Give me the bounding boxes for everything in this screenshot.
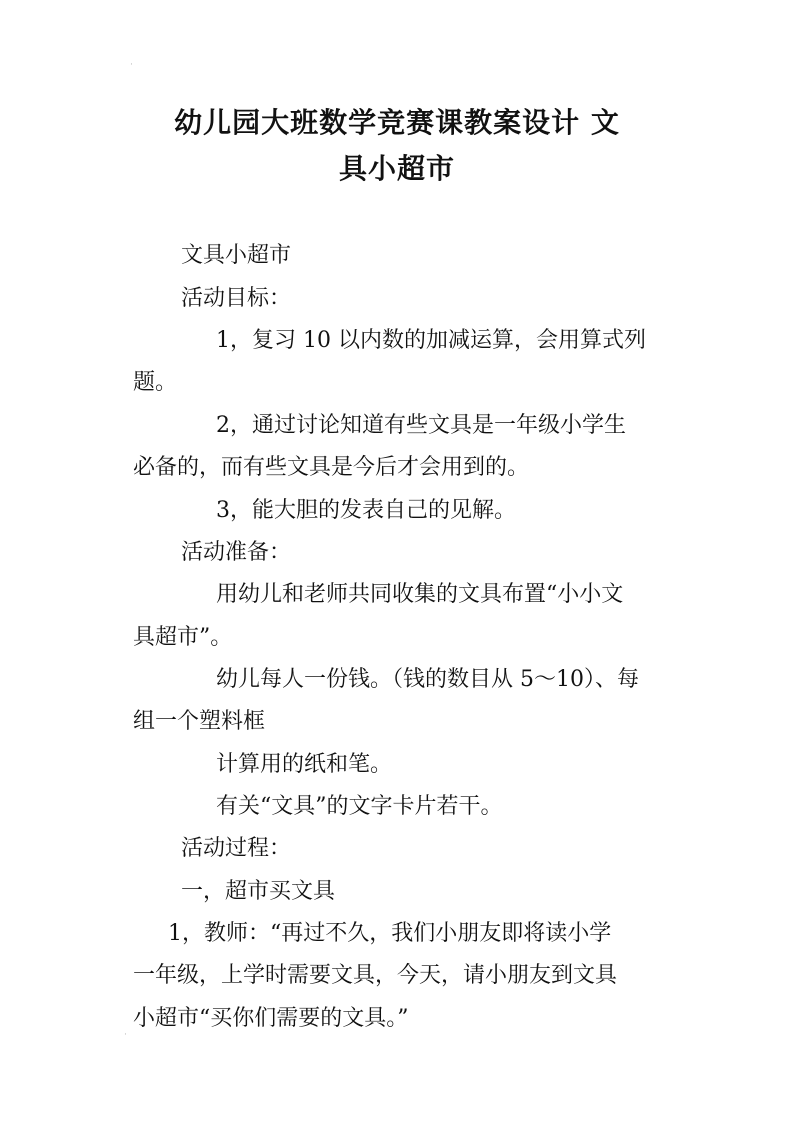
goal-3: 3，能大胆的发表自己的见解。 xyxy=(216,498,516,523)
title-line-1: 幼儿园大班数学竞赛课教案设计 文 xyxy=(174,106,620,139)
preparation-4: 有关“文具”的文字卡片若干。 xyxy=(216,794,503,819)
goal-2-line-1: 2，通过讨论知道有些文具是一年级小学生 xyxy=(216,413,626,438)
section-heading-activity-goals: 活动目标： xyxy=(181,286,292,311)
process-paragraph-line-1: 1，教师：“再过不久，我们小朋友即将读小学 xyxy=(168,921,612,946)
document-title xyxy=(120,100,674,192)
preparation-3: 计算用的纸和笔。 xyxy=(216,752,393,777)
preparation-1-line-1: 用幼儿和老师共同收集的文具布置“小小文 xyxy=(216,582,624,607)
corner-mark-bottom: · xyxy=(124,1030,127,1040)
process-step-heading: 一，超市买文具 xyxy=(181,879,336,904)
preparation-1-line-2: 具超市”。 xyxy=(133,625,233,650)
goal-1-line-2: 题。 xyxy=(133,370,178,395)
section-heading-activity-preparation: 活动准备： xyxy=(181,540,292,565)
section-heading-stationery-supermarket: 文具小超市 xyxy=(181,243,292,268)
title-line-2: 具小超市 xyxy=(338,152,455,185)
process-paragraph-line-2: 一年级，上学时需要文具，今天，请小朋友到文具 xyxy=(133,963,618,988)
preparation-2-line-1: 幼儿每人一份钱。（钱的数目从 5～10）、每 xyxy=(216,667,639,692)
goal-1-line-1: 1，复习 10 以内数的加减运算，会用算式列 xyxy=(216,328,646,353)
corner-mark-top: · xyxy=(130,60,133,70)
process-paragraph-line-3: 小超市“买你们需要的文具。” xyxy=(133,1006,409,1031)
goal-2-line-2: 必备的，而有些文具是今后才会用到的。 xyxy=(133,455,530,480)
section-heading-activity-process: 活动过程： xyxy=(181,836,292,861)
preparation-2-line-2: 组一个塑料框 xyxy=(133,709,266,734)
